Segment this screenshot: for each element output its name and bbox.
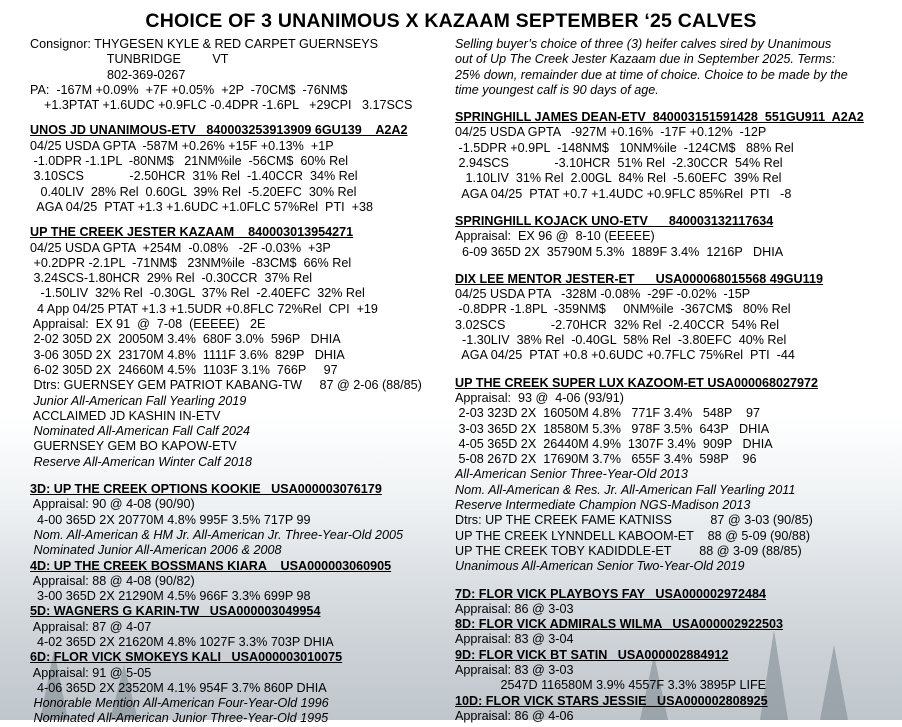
section-line: Appraisal: 93 @ 4-06 (93/91) xyxy=(455,390,624,405)
dam-honor: Junior All-American Fall Yearling 2019 xyxy=(30,393,247,408)
section-line: 04/25 USDA PTA -328M -0.08% -29F -0.02% -15P xyxy=(455,287,751,302)
dam-line: Appraisal: EX 91 @ 7-08 (EEEEE) 2E xyxy=(30,317,266,332)
dam-9d-block xyxy=(455,648,895,694)
consignor-line: PA: -167M +0.09% +7F +0.05% +2P -70CM$ -76NM$ xyxy=(30,82,348,97)
dam-honor: GUERNSEY GEM BO KAPOW-ETV xyxy=(30,439,237,454)
section-line: 1.10LIV 31% Rel 2.00GL 84% Rel -5.60EFC 39% Rel xyxy=(455,171,782,186)
pedigree-line: Appraisal: 91 @ 5-05 xyxy=(30,665,152,680)
dam-honor: ACCLAIMED JD KASHIN IN-ETV xyxy=(30,408,221,423)
dam-line: 04/25 USDA GPTA +254M -0.08% -2F -0.03% +3P xyxy=(30,240,331,255)
section-line: AGA 04/25 PTAT +0.8 +0.6UDC +0.7FLC 75%Rel PTI -44 xyxy=(455,348,795,363)
dam-4d-header: 4D: UP THE CREEK BOSSMANS KIARA USA000003060905 xyxy=(30,558,392,573)
dam-line: Dtrs: GUERNSEY GEM PATRIOT KABANG-TW 87 @ 2-06 (88/85) xyxy=(30,378,422,393)
sire-line: AGA 04/25 PTAT +1.3 +1.6UDC +1.0FLC 57%Rel PTI +38 xyxy=(30,199,374,214)
dam-9d-header: 9D: FLOR VICK BT SATIN USA000002884912 xyxy=(455,647,729,662)
dam-8d-header: 8D: FLOR VICK ADMIRALS WILMA USA000002922503 xyxy=(455,617,783,632)
pedigree-honor: Nominated All-American Junior Three-Year-Old 1995 xyxy=(30,711,329,726)
dam-header: UP THE CREEK JESTER KAZAAM 840003013954271 xyxy=(30,225,354,240)
sire-line: 04/25 USDA GPTA -587M +0.26% +15F +0.13% +1P xyxy=(30,138,334,153)
dam-4d-block xyxy=(30,559,450,605)
pedigree-section-kojack xyxy=(455,214,895,260)
pedigree-section-kazoom xyxy=(455,376,895,575)
left-column xyxy=(30,37,450,727)
terms-line: time youngest calf is 90 days of age. xyxy=(455,82,659,97)
terms-line: Selling buyer’s choice of three (3) heifer calves sired by Unanimous xyxy=(455,37,832,51)
sire-header: UNOS JD UNANIMOUS-ETV 840003253913909 6GU139 A2A2 xyxy=(30,123,408,138)
consignor-line: Consignor: THYGESEN KYLE & RED CARPET GUERNSEYS xyxy=(30,37,379,51)
sale-terms xyxy=(455,37,895,98)
page-title: CHOICE OF 3 UNANIMOUS X KAZAAM SEPTEMBER ‘25 CALVES xyxy=(145,10,757,32)
section-line: -0.8DPR -1.8PL -359NM$ 0NM%ile -367CM$ 80% Rel xyxy=(455,302,791,317)
section-line: 3-03 365D 2X 18580M 5.3% 978F 3.5% 643P DHIA xyxy=(455,421,770,436)
section-line: 04/25 USDA GPTA -927M +0.16% -17F +0.12% -12P xyxy=(455,125,767,140)
dam-5d-header: 5D: WAGNERS G KARIN-TW USA000003049954 xyxy=(30,604,321,619)
section-header: SPRINGHILL KOJACK UNO-ETV 840003132117634 xyxy=(455,213,774,228)
section-line: 3.02SCS -2.70HCR 32% Rel -2.40CCR 54% Rel xyxy=(455,317,780,332)
terms-line: 25% down, remainder due at time of choice. Choice to be made by the xyxy=(455,67,848,82)
section-line: -1.30LIV 38% Rel -0.40GL 58% Rel -3.80EFC 40% Rel xyxy=(455,333,787,348)
dam-7d-block xyxy=(455,587,895,618)
section-honor: All-American Senior Three-Year-Old 2013 xyxy=(455,467,688,482)
terms-line: out of Up The Creek Jester Kazaam due in September 2025. Terms: xyxy=(455,52,836,67)
dam-8d-block xyxy=(455,617,895,648)
dam-7d-header: 7D: FLOR VICK PLAYBOYS FAY USA000002972484 xyxy=(455,586,767,601)
consignor-line: 802-369-0267 xyxy=(30,67,186,82)
section-line: 2.94SCS -3.10HCR 51% Rel -2.30CCR 54% Rel xyxy=(455,156,783,171)
dam-line: -1.50LIV 32% Rel -0.30GL 37% Rel -2.40EFC 32% Rel xyxy=(30,286,365,301)
pedigree-line: Appraisal: 87 @ 4-07 xyxy=(30,619,152,634)
pedigree-line: 3-00 365D 2X 21290M 4.5% 966F 3.3% 699P 98 xyxy=(30,589,311,604)
dam-line: 3-06 305D 2X 23170M 4.8% 1111F 3.6% 829P DHIA xyxy=(30,347,345,362)
dam-3d-header: 3D: UP THE CREEK OPTIONS KOOKIE USA000003076179 xyxy=(30,482,382,497)
dam-line: 3.24SCS-1.80HCR 29% Rel -0.30CCR 37% Rel xyxy=(30,271,313,286)
sire-block xyxy=(30,123,450,215)
dam-line: 6-02 305D 2X 24660M 4.5% 1103F 3.1% 766P 97 xyxy=(30,362,338,377)
right-column xyxy=(455,37,895,724)
section-header: DIX LEE MENTOR JESTER-ET USA000068015568 49GU119 xyxy=(455,271,823,286)
section-honor: Unanimous All-American Senior Two-Year-Old 2019 xyxy=(455,559,745,574)
pedigree-honor: Nominated Junior All-American 2006 & 2008 xyxy=(30,543,282,558)
consignor-block xyxy=(30,37,450,113)
pedigree-section-mentor-jester xyxy=(455,272,895,364)
pedigree-line: 4-06 365D 2X 23520M 4.1% 954F 3.7% 860P DHIA xyxy=(30,680,327,695)
consignor-line: +1.3PTAT +1.6UDC +0.9FLC -0.4DPR -1.6PL +29CPI 3.17SCS xyxy=(30,98,413,113)
section-line: 4-05 365D 2X 26440M 4.9% 1307F 3.4% 909P DHIA xyxy=(455,436,773,451)
section-line: Appraisal: EX 96 @ 8-10 (EEEEE) xyxy=(455,229,655,244)
pedigree-line: Appraisal: 86 @ 4-06 xyxy=(455,708,574,723)
section-line: UP THE CREEK LYNNDELL KABOOM-ET 88 @ 5-09 (90/88) xyxy=(455,528,811,543)
section-line: AGA 04/25 PTAT +0.7 +1.4UDC +0.9FLC 85%Rel PTI -8 xyxy=(455,186,792,201)
consignor-line: TUNBRIDGE VT xyxy=(30,52,229,67)
section-header: UP THE CREEK SUPER LUX KAZOOM-ET USA000068027972 xyxy=(455,375,818,390)
section-header: SPRINGHILL JAMES DEAN-ETV 840003151591428 551GU911 A2A2 xyxy=(455,110,864,125)
dam-10d-header: 10D: FLOR VICK STARS JESSIE USA000002808925 xyxy=(455,693,768,708)
dam-6d-block xyxy=(30,650,450,726)
dam-5d-block xyxy=(30,604,450,650)
section-honor: Nom. All-American & Res. Jr. All-American Fall Yearling 2011 xyxy=(455,482,796,497)
section-honor: Reserve Intermediate Champion NGS-Madison 2013 xyxy=(455,498,751,513)
pedigree-line: Appraisal: 88 @ 4-08 (90/82) xyxy=(30,573,195,588)
section-line: -1.5DPR +0.9PL -148NM$ 10NM%ile -124CM$ 88% Rel xyxy=(455,140,794,155)
dam-line: +0.2DPR -2.1PL -71NM$ 23NM%ile -83CM$ 66% Rel xyxy=(30,255,352,270)
dam-block xyxy=(30,225,450,470)
pedigree-line: Appraisal: 86 @ 3-03 xyxy=(455,601,574,616)
dam-3d-block xyxy=(30,482,450,558)
pedigree-line: Appraisal: 83 @ 3-04 xyxy=(455,632,574,647)
pedigree-line: Appraisal: 90 @ 4-08 (90/90) xyxy=(30,497,195,512)
dam-honor: Nominated All-American Fall Calf 2024 xyxy=(30,424,251,439)
sire-line: 3.10SCS -2.50HCR 31% Rel -1.40CCR 34% Rel xyxy=(30,169,358,184)
sire-line: 0.40LIV 28% Rel 0.60GL 39% Rel -5.20EFC 30% Rel xyxy=(30,184,357,199)
sire-line: -1.0DPR -1.1PL -80NM$ 21NM%ile -56CM$ 60% Rel xyxy=(30,154,348,169)
pedigree-line: 4-00 365D 2X 20770M 4.8% 995F 3.5% 717P 99 xyxy=(30,512,311,527)
dam-line: 4 App 04/25 PTAT +1.3 +1.5UDR +0.8FLC 72%Rel CPI +19 xyxy=(30,301,378,316)
section-line: 6-09 365D 2X 35790M 5.3% 1889F 3.4% 1216P DHIA xyxy=(455,244,784,259)
section-line: 5-08 267D 2X 17690M 3.7% 655F 3.4% 598P 96 xyxy=(455,452,757,467)
dam-line: 2-02 305D 2X 20050M 3.4% 680F 3.0% 596P DHIA xyxy=(30,332,341,347)
section-line: UP THE CREEK TOBY KADIDDLE-ET 88 @ 3-09 (88/85) xyxy=(455,543,802,558)
pedigree-line: 4-02 365D 2X 21620M 4.8% 1027F 3.3% 703P DHIA xyxy=(30,634,334,649)
section-line: 2-03 323D 2X 16050M 4.8% 771F 3.4% 548P 97 xyxy=(455,406,761,421)
section-line: Dtrs: UP THE CREEK FAME KATNISS 87 @ 3-03 (90/85) xyxy=(455,513,813,528)
dam-6d-header: 6D: FLOR VICK SMOKEYS KALI USA000003010075 xyxy=(30,650,343,665)
dam-honor: Reserve All-American Winter Calf 2018 xyxy=(30,454,252,469)
pedigree-honor: Honorable Mention All-American Four-Year-Old 1996 xyxy=(30,696,329,711)
pedigree-section-james-dean xyxy=(455,110,895,202)
pedigree-line: Appraisal: 83 @ 3-03 xyxy=(455,662,574,677)
pedigree-line: 2547D 116580M 3.9% 4557F 3.3% 3895P LIFE xyxy=(455,678,767,693)
pedigree-honor: Nom. All-American & HM Jr. All-American Jr. Three-Year-Old 2005 xyxy=(30,527,404,542)
